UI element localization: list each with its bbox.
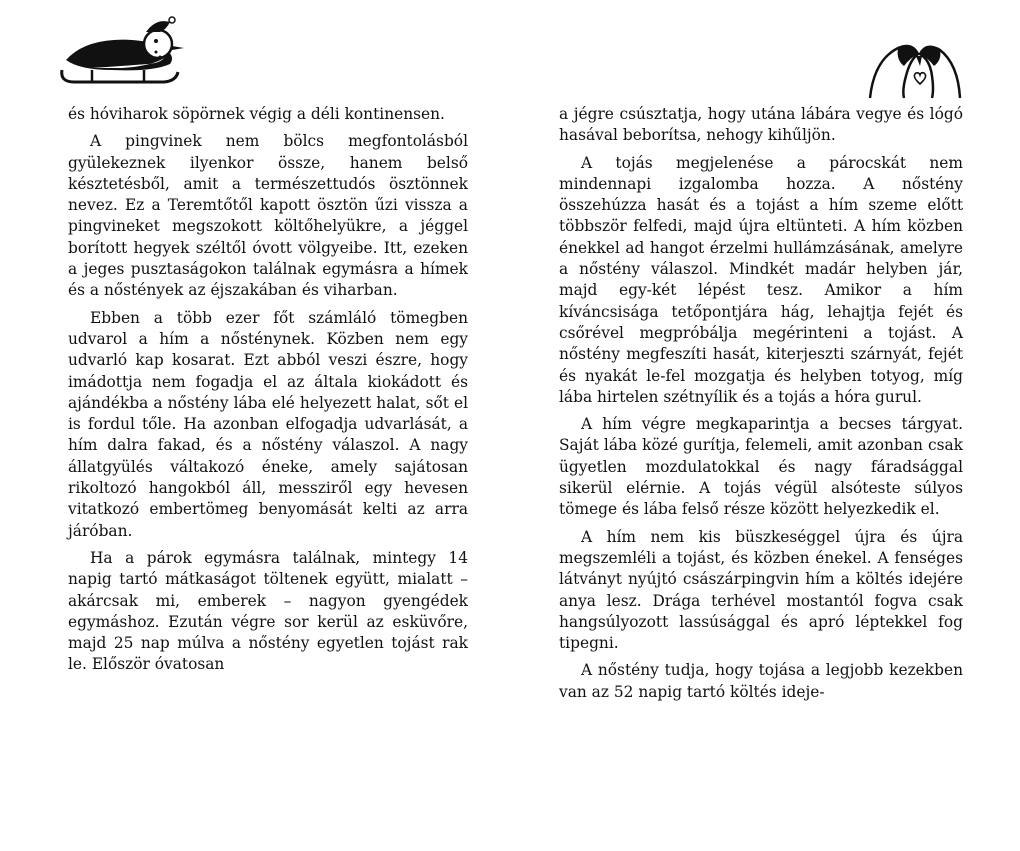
paragraph: és hóviharok söpörnek végig a déli kontinensen. <box>68 105 445 123</box>
paragraph: A nőstény tudja, hogy tojása a legjobb kezekben van az 52 napig tartó költés ideje- <box>559 661 963 701</box>
left-text-column <box>68 104 468 682</box>
paragraph: A tojás megjelenése a párocskát nem mindennapi izgalomba hozza. A nőstény összehúzza hasát és a tojást a hím szeme előtt többször felfedi, majd újra eltünteti. A hím közben énekkel ad hangot érzelmi hullámzásának, amelyre a nőstény válaszol. Mindkét madár helyben jár, majd egy-két lépést tesz. Amikor a hím kíváncsisága tetőpontjára hág, lehajtja fejét és csőrével megpróbálja megérinteni a tojást. A nőstény megfeszíti hasát, kiterjeszti szárnyát, fejét és nyakát le-fel mozgatja és helyben totyog, míg lába hirtelen szétnyílik és a tojás a hóra gurul. <box>559 153 963 406</box>
penguin-on-sled-icon <box>52 8 192 88</box>
two-penguins-heart-icon <box>860 20 970 100</box>
paragraph: Ha a párok egymásra találnak, mintegy 14 napig tartó mátkaságot töltenek együtt, mialatt – akárcsak mi, emberek – nagyon gyengédek egymáshoz. Ezután végre sor kerül az esküvőre, majd 25 nap múlva a nőstény egyetlen tojást rak le. Először óvatosan <box>68 548 468 674</box>
paragraph: A hím nem kis büszkeséggel újra és újra megszemléli a tojást, és közben énekel. A fenséges látványt nyújtó császárpingvin hím a költés idejére anya lesz. Drága terhével mostantól fogva csak hangsúlyozott lassúsággal és apró léptekkel fog tipegni. <box>559 527 963 653</box>
paragraph: A pingvinek nem bölcs megfontolásból gyülekeznek ilyenkor össze, hanem belső késztetésből, amit a természettudós ösztönnek nevez. Ez a Teremtőtől kapott ösztön űzi vissza a pingvineket megszokott költőhelyükre, a jéggel borított hegyek széltől óvott völgyeibe. Itt, ezeken a jeges pusztaságokon találnak egymásra a hímek és a nőstények az éjszakában és viharban. <box>68 132 468 300</box>
paragraph: A hím végre megkaparintja a becses tárgyat. Saját lába közé gurítja, felemeli, amit azonban csak ügyetlen mozdulatokkal és nagy fáradsággal sikerül elérnie. A tojás végül alsóteste súlyos tömege és lába felső része között helyezkedik el. <box>559 415 963 519</box>
paragraph: a jégre csúsztatja, hogy utána lábára vegye és lógó hasával beborítsa, nehogy kihűljön. <box>559 105 963 145</box>
paragraph: Ebben a több ezer főt számláló tömegben udvarol a hím a nősténynek. Közben nem egy udvarló kap kosarat. Ezt abból veszi észre, hogy imádottja nem fogadja el az általa kiokádott és ajándékba a nőstény lába elé helyezett halat, sőt el is fordul tőle. Ha azonban elfogadja udvarlását, a hím dalra fakad, és a nőstény válaszol. A nagy állatgyülés váltakozó éneke, amely sajátosan rikoltozó hangokból áll, messziről egy hevesen vitatkozó embertömeg benyomását kelti az arra járóban. <box>68 308 468 540</box>
right-page <box>510 0 1020 851</box>
right-text-column <box>559 104 963 709</box>
